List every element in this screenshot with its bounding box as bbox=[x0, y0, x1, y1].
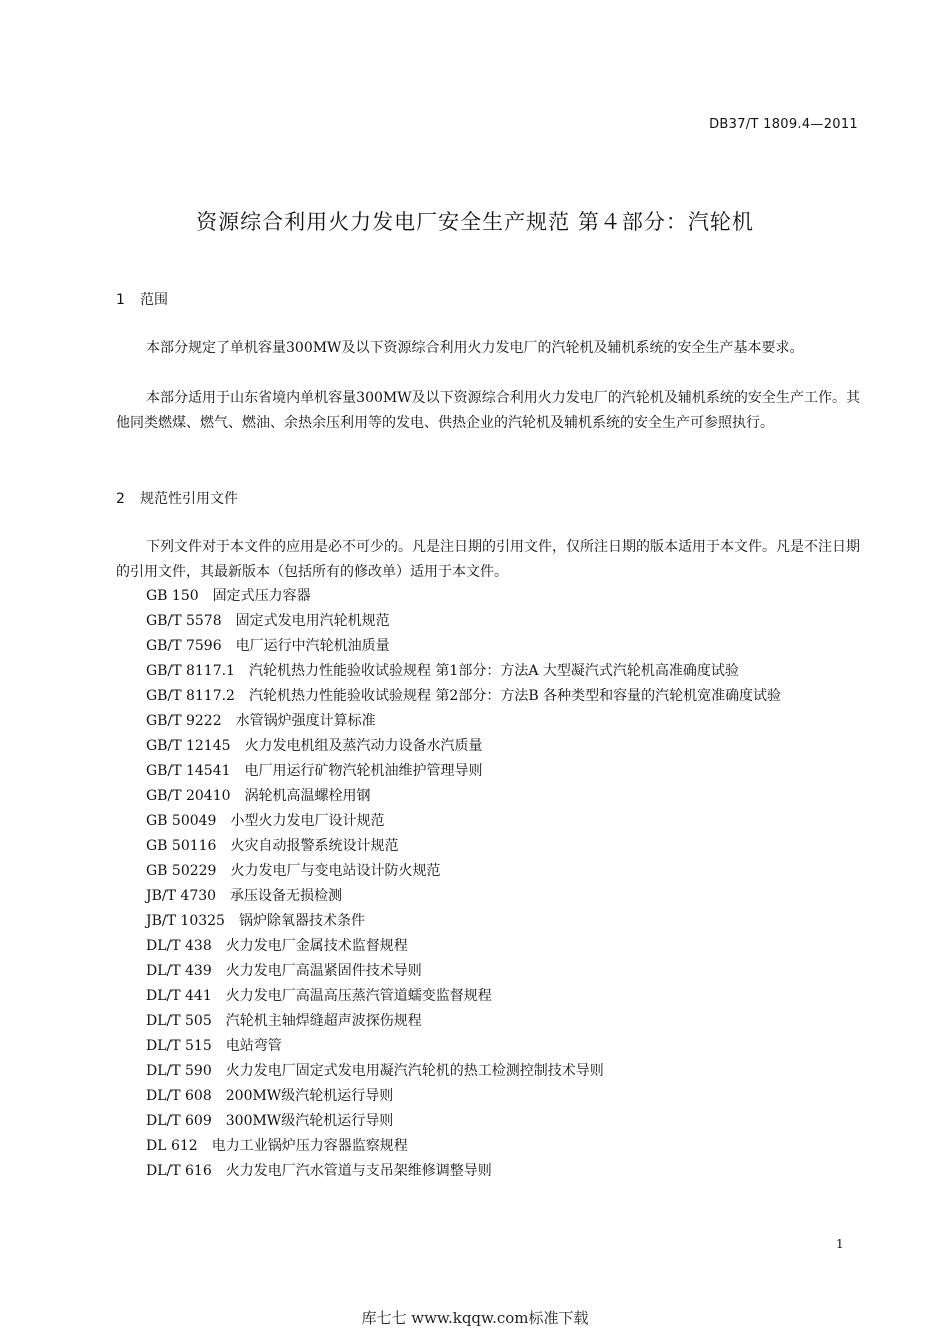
footer-watermark: 库七七 www.kqqw.com标准下载 bbox=[361, 1309, 589, 1327]
reference-title: 电厂用运行矿物汽轮机油维护管理导则 bbox=[244, 763, 483, 779]
section-1-heading bbox=[116, 289, 168, 309]
reference-code: DL/T 590 bbox=[146, 1063, 212, 1079]
reference-title: 汽轮机热力性能验收试验规程 第2部分：方法B 各种类型和容量的汽轮机宽准确度试验 bbox=[248, 688, 782, 704]
reference-code: GB 50116 bbox=[146, 838, 217, 854]
reference-item bbox=[116, 784, 860, 809]
scope-paragraph-2: 本部分适用于山东省境内单机容量300MW及以下资源综合利用火力发电厂的汽轮机及辅机系统的安全生产工作。其他同类燃煤、燃气、燃油、余热余压利用等的发电、供热企业的汽轮机及辅机系统的安全生产可参照执行。 bbox=[116, 390, 860, 431]
reference-code: GB/T 12145 bbox=[146, 738, 231, 754]
reference-code: DL/T 608 bbox=[146, 1088, 212, 1104]
reference-title: 火力发电厂汽水管道与支吊架维修调整导则 bbox=[225, 1163, 492, 1179]
reference-item bbox=[116, 909, 860, 934]
reference-code: GB/T 7596 bbox=[146, 638, 222, 654]
reference-title: 200MW级汽轮机运行导则 bbox=[225, 1088, 394, 1104]
reference-code: GB/T 5578 bbox=[146, 613, 222, 629]
reference-item bbox=[116, 659, 860, 684]
reference-title: 火灾自动报警系统设计规范 bbox=[230, 838, 399, 854]
reference-code: GB 50229 bbox=[146, 863, 217, 879]
reference-item bbox=[116, 759, 860, 784]
reference-code: DL/T 441 bbox=[146, 988, 212, 1004]
reference-code: DL/T 439 bbox=[146, 963, 212, 979]
section-number: 1 bbox=[116, 292, 125, 308]
reference-item bbox=[116, 709, 860, 734]
section-title: 规范性引用文件 bbox=[140, 491, 238, 507]
reference-title: 火力发电厂高温紧固件技术导则 bbox=[225, 963, 422, 979]
reference-code: DL 612 bbox=[146, 1138, 198, 1154]
reference-title: 火力发电机组及蒸汽动力设备水汽质量 bbox=[244, 738, 483, 754]
reference-item bbox=[116, 959, 860, 984]
reference-title: 火力发电厂金属技术监督规程 bbox=[225, 938, 408, 954]
reference-item bbox=[116, 809, 860, 834]
section-number: 2 bbox=[116, 491, 125, 507]
document-title: 资源综合利用火力发电厂安全生产规范 第４部分：汽轮机 bbox=[196, 210, 754, 234]
reference-item bbox=[116, 634, 860, 659]
reference-item bbox=[116, 934, 860, 959]
reference-title: 固定式压力容器 bbox=[212, 588, 311, 604]
reference-item bbox=[116, 584, 860, 609]
reference-item bbox=[116, 684, 860, 709]
reference-title: 电厂运行中汽轮机油质量 bbox=[235, 638, 390, 654]
page-number: 1 bbox=[836, 1237, 844, 1251]
reference-list bbox=[116, 584, 860, 1184]
reference-item bbox=[116, 859, 860, 884]
reference-title: 电站弯管 bbox=[225, 1038, 282, 1054]
reference-code: GB 50049 bbox=[146, 813, 217, 829]
reference-item bbox=[116, 1159, 860, 1184]
reference-code: GB/T 8117.2 bbox=[146, 688, 235, 704]
reference-title: 火力发电厂固定式发电用凝汽汽轮机的热工检测控制技术导则 bbox=[225, 1063, 604, 1079]
reference-title: 火力发电厂与变电站设计防火规范 bbox=[230, 863, 441, 879]
reference-title: 涡轮机高温螺栓用钢 bbox=[244, 788, 371, 804]
reference-title: 电力工业锅炉压力容器监察规程 bbox=[211, 1138, 408, 1154]
reference-item bbox=[116, 1084, 860, 1109]
reference-title: 小型火力发电厂设计规范 bbox=[230, 813, 385, 829]
section-2-heading bbox=[116, 488, 238, 508]
reference-title: 汽轮机热力性能验收试验规程 第1部分：方法A 大型凝汽式汽轮机高准确度试验 bbox=[248, 663, 739, 679]
reference-code: DL/T 616 bbox=[146, 1163, 212, 1179]
reference-code: GB/T 14541 bbox=[146, 763, 231, 779]
reference-title: 水管锅炉强度计算标准 bbox=[235, 713, 376, 729]
reference-code: DL/T 505 bbox=[146, 1013, 212, 1029]
reference-code: GB/T 8117.1 bbox=[146, 663, 235, 679]
reference-code: DL/T 609 bbox=[146, 1113, 212, 1129]
reference-item bbox=[116, 1009, 860, 1034]
scope-paragraph-1: 本部分规定了单机容量300MW及以下资源综合利用火力发电厂的汽轮机及辅机系统的安全生产基本要求。 bbox=[146, 340, 804, 356]
reference-code: GB 150 bbox=[146, 588, 199, 604]
reference-title: 汽轮机主轴焊缝超声波探伤规程 bbox=[225, 1013, 422, 1029]
normative-intro-paragraph: 下列文件对于本文件的应用是必不可少的。凡是注日期的引用文件，仅所注日期的版本适用于本文件。凡是不注日期的引用文件，其最新版本（包括所有的修改单）适用于本文件。 bbox=[116, 539, 860, 580]
reference-item bbox=[116, 1109, 860, 1134]
reference-title: 300MW级汽轮机运行导则 bbox=[225, 1113, 394, 1129]
reference-code: JB/T 10325 bbox=[146, 913, 225, 929]
reference-item bbox=[116, 1034, 860, 1059]
reference-code: GB/T 9222 bbox=[146, 713, 222, 729]
reference-title: 固定式发电用汽轮机规范 bbox=[235, 613, 390, 629]
standard-code: DB37/T 1809.4—2011 bbox=[709, 117, 858, 132]
reference-code: JB/T 4730 bbox=[146, 888, 217, 904]
reference-title: 锅炉除氧器技术条件 bbox=[238, 913, 365, 929]
reference-item bbox=[116, 984, 860, 1009]
reference-title: 承压设备无损检测 bbox=[230, 888, 343, 904]
reference-item bbox=[116, 1059, 860, 1084]
reference-item bbox=[116, 734, 860, 759]
reference-item bbox=[116, 884, 860, 909]
reference-code: GB/T 20410 bbox=[146, 788, 231, 804]
reference-code: DL/T 515 bbox=[146, 1038, 212, 1054]
reference-item bbox=[116, 1134, 860, 1159]
reference-item bbox=[116, 834, 860, 859]
section-title: 范围 bbox=[140, 292, 168, 308]
reference-item bbox=[116, 609, 860, 634]
reference-title: 火力发电厂高温高压蒸汽管道蠕变监督规程 bbox=[225, 988, 492, 1004]
reference-code: DL/T 438 bbox=[146, 938, 212, 954]
